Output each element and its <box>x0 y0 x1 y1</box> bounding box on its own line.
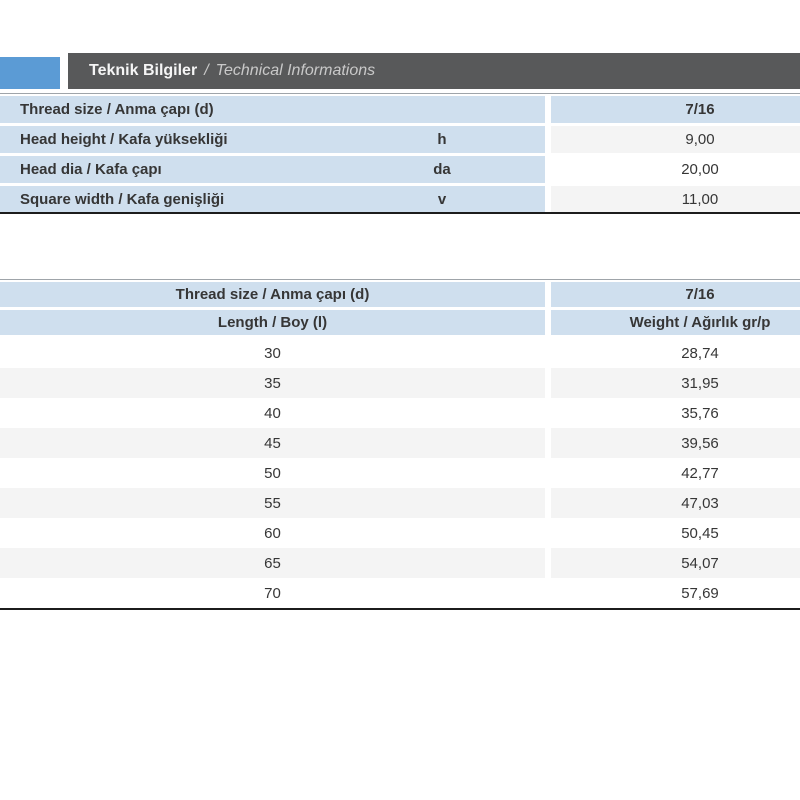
length-column-header: Length / Boy (l) <box>0 310 545 335</box>
accent-block <box>0 57 60 89</box>
table-row <box>0 428 800 458</box>
spec-value: 9,00 <box>551 126 800 153</box>
table-bottom-rule <box>0 212 800 214</box>
length-cell: 50 <box>0 458 545 488</box>
table-row <box>0 398 800 428</box>
table-row <box>0 548 800 578</box>
length-cell: 70 <box>0 578 545 608</box>
spec-symbol: h <box>437 131 447 148</box>
length-cell: 55 <box>0 488 545 518</box>
spec-label: Head dia / Kafa çapı <box>20 161 162 178</box>
weight-cell: 50,45 <box>551 518 800 548</box>
spec-row-square-width <box>0 186 800 213</box>
weight-table-size-header-row <box>0 282 800 307</box>
section-title-bar <box>68 53 800 89</box>
title-separator: / <box>204 62 209 79</box>
weight-cell: 54,07 <box>551 548 800 578</box>
weight-cell: 57,69 <box>551 578 800 608</box>
spec-value: 7/16 <box>551 96 800 123</box>
table-row <box>0 338 800 368</box>
table-row <box>0 368 800 398</box>
spec-symbol: v <box>437 191 447 208</box>
spec-label: Head height / Kafa yüksekliği <box>20 131 228 148</box>
table-bottom-rule <box>0 608 800 610</box>
weight-cell: 31,95 <box>551 368 800 398</box>
weight-column-header: Weight / Ağırlık gr/p <box>551 310 800 335</box>
length-cell: 45 <box>0 428 545 458</box>
spec-label: Thread size / Anma çapı (d) <box>0 96 545 123</box>
spec-row-thread-size <box>0 96 800 123</box>
spec-symbol: da <box>433 161 451 178</box>
weight-cell: 39,56 <box>551 428 800 458</box>
length-cell: 30 <box>0 338 545 368</box>
spec-value: 20,00 <box>551 156 800 183</box>
table-row <box>0 518 800 548</box>
section-title-turkish: Teknik Bilgiler <box>89 62 198 79</box>
spec-value: 11,00 <box>551 186 800 213</box>
size-header-label: Thread size / Anma çapı (d) <box>0 282 545 307</box>
weight-cell: 28,74 <box>551 338 800 368</box>
length-cell: 35 <box>0 368 545 398</box>
weight-table <box>0 279 800 608</box>
spec-row-head-height <box>0 126 800 153</box>
length-cell: 60 <box>0 518 545 548</box>
spec-row-head-dia <box>0 156 800 183</box>
table-row <box>0 578 800 608</box>
section-header-band <box>0 53 800 89</box>
spec-table <box>0 93 800 216</box>
weight-cell: 35,76 <box>551 398 800 428</box>
weight-table-column-header-row <box>0 310 800 335</box>
weight-cell: 42,77 <box>551 458 800 488</box>
section-title-english: Technical Informations <box>215 62 376 79</box>
length-cell: 65 <box>0 548 545 578</box>
spec-label: Square width / Kafa genişliği <box>20 191 225 208</box>
table-row <box>0 488 800 518</box>
table-row <box>0 458 800 488</box>
size-header-value: 7/16 <box>551 282 800 307</box>
length-cell: 40 <box>0 398 545 428</box>
weight-cell: 47,03 <box>551 488 800 518</box>
